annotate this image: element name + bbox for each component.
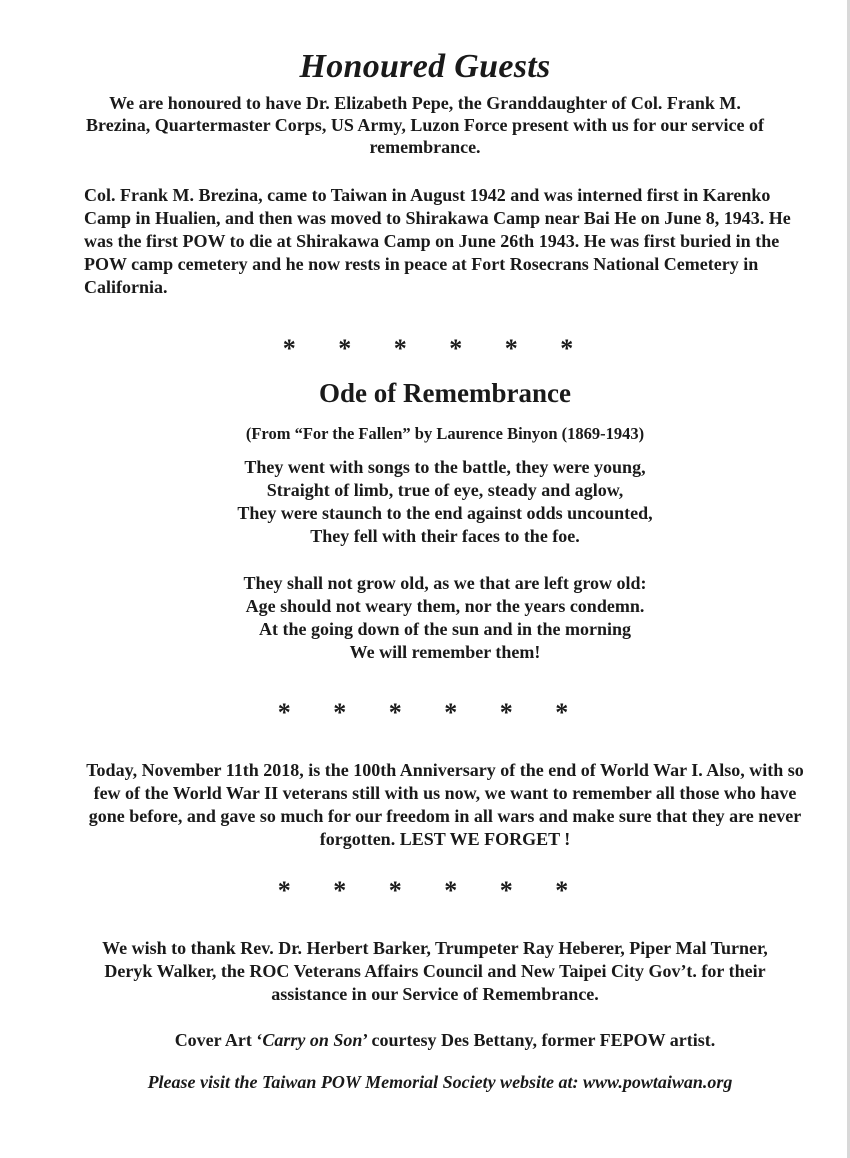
intro-paragraph: We are honoured to have Dr. Elizabeth Pepe, the Granddaughter of Col. Frank M. Brezina, Quartermaster Corps, US Army, Luzon Force present with us for our service of remembrance. bbox=[86, 93, 764, 157]
separator-stars: * * * * * * bbox=[277, 698, 587, 727]
cover-art-credit bbox=[0, 1029, 850, 1052]
poem-line: They were staunch to the end against odds uncounted, bbox=[237, 503, 653, 523]
ode-stanza-1 bbox=[0, 456, 850, 548]
ode-title: Ode of Remembrance bbox=[319, 378, 571, 408]
ode-source: (From “For the Fallen” by Laurence Binyon (1869-1943) bbox=[245, 424, 645, 443]
website-note: Please visit the Taiwan POW Memorial Society website at: www.powtaiwan.org bbox=[147, 1072, 733, 1092]
bio-paragraph: Col. Frank M. Brezina, came to Taiwan in August 1942 and was interned first in Karenko Camp in Hualien, and then was moved to Shirakawa Camp near Bai He on June 8, 1943. He was the first POW to die at Shirakawa Camp on June 26th 1943. He was first buried in the POW camp cemetery and he now rests in peace at Fort Rosecrans National Cemetery in California. bbox=[84, 185, 791, 297]
poem-line: They went with songs to the battle, they were young, bbox=[244, 457, 646, 477]
poem-line: They fell with their faces to the foe. bbox=[310, 526, 580, 546]
poem-line: At the going down of the sun and in the morning bbox=[258, 619, 632, 639]
separator-stars: * * * * * * bbox=[282, 334, 592, 363]
separator-stars: * * * * * * bbox=[277, 876, 587, 905]
poem-line: Age should not weary them, nor the years condemn. bbox=[245, 596, 645, 616]
anniversary-paragraph: Today, November 11th 2018, is the 100th Anniversary of the end of World War I. Also, with so few of the World War II veterans still with us now, we want to remember all those who have gone before, and gave so much for our freedom in all wars and make sure that they are never forgotten. LEST WE FORGET ! bbox=[86, 760, 804, 849]
page-title: Honoured Guests bbox=[299, 48, 551, 85]
ode-stanza-2 bbox=[0, 572, 850, 664]
poem-line: We will remember them! bbox=[349, 642, 541, 662]
cover-suffix: ’ courtesy Des Bettany, former FEPOW artist. bbox=[362, 1030, 716, 1050]
poem-line: Straight of limb, true of eye, steady and aglow, bbox=[266, 480, 624, 500]
thanks-paragraph: We wish to thank Rev. Dr. Herbert Barker, Trumpeter Ray Heberer, Piper Mal Turner, Deryk Walker, the ROC Veterans Affairs Council and New Taipei City Gov’t. for their assistance in our Service of Remembrance. bbox=[102, 938, 768, 1004]
cover-artwork-title: Carry on Son bbox=[262, 1030, 363, 1050]
poem-line: They shall not grow old, as we that are left grow old: bbox=[243, 573, 647, 593]
cover-prefix: Cover Art ‘ bbox=[174, 1030, 263, 1050]
